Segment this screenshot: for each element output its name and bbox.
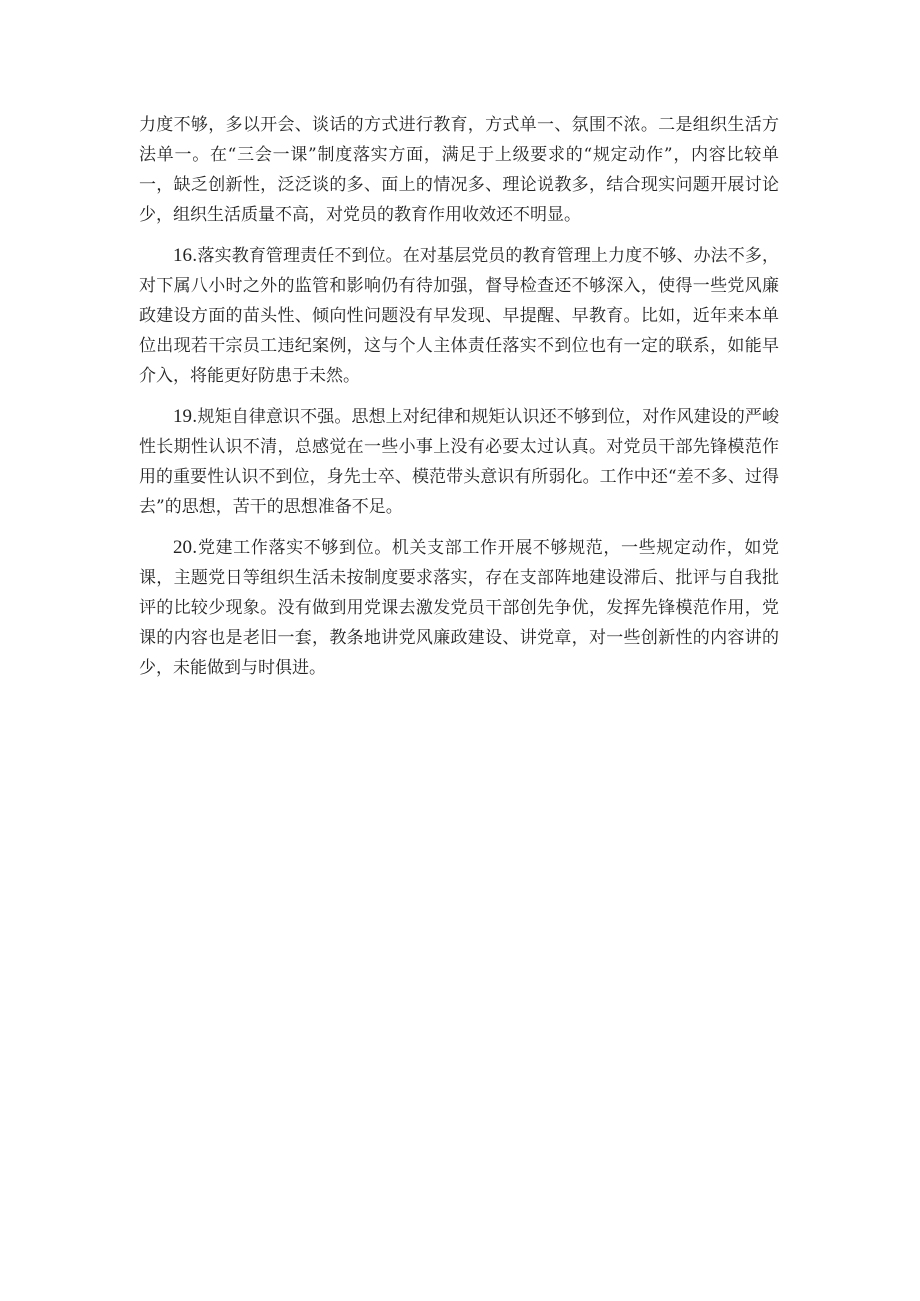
paragraph-number: 20 [173, 537, 192, 558]
paragraph-20 [139, 533, 779, 683]
paragraph-text: 力度不够，多以开会、谈话的方式进行教育，方式单一、氛围不浓。二是组织生活方法单一。在“三会一课”制度落实方面，满足于上级要求的“规定动作”，内容比较单一，缺乏创新性，泛泛谈的多、面上的情况多、理论说教多，结合现实问题开展讨论少，组织生活质量不高，对党员的教育作用收效还不明显。 [139, 115, 779, 225]
paragraph-number: 16 [173, 245, 192, 266]
paragraph-number: 19 [173, 406, 192, 427]
document-body [139, 110, 779, 683]
paragraph-text: .党建工作落实不够到位。机关支部工作开展不够规范，一些规定动作，如党课，主题党日等组织生活未按制度要求落实，存在支部阵地建设滞后、批评与自我批评的比较少现象。没有做到用党课去激发党员干部创先争优，发挥先锋模范作用，党课的内容也是老旧一套，教条地讲党风廉政建设、讲党章，对一些创新性的内容讲的少，未能做到与时俱进。 [139, 538, 779, 678]
paragraph-text: .规矩自律意识不强。思想上对纪律和规矩认识还不够到位，对作风建设的严峻性长期性认识不清，总感觉在一些小事上没有必要太过认真。对党员干部先锋模范作用的重要性认识不到位，身先士卒、模范带头意识有所弱化。工作中还“差不多、过得去”的思想，苦干的思想准备不足。 [139, 407, 779, 517]
paragraph-19 [139, 402, 779, 522]
paragraph-continued [139, 110, 779, 230]
paragraph-text: .落实教育管理责任不到位。在对基层党员的教育管理上力度不够、办法不多，对下属八小时之外的监管和影响仍有待加强，督导检查还不够深入，使得一些党风廉政建设方面的苗头性、倾向性问题没有早发现、早提醒、早教育。比如，近年来本单位出现若干宗员工违纪案例，这与个人主体责任落实不到位也有一定的联系，如能早介入，将能更好防患于未然。 [139, 246, 779, 386]
paragraph-16 [139, 241, 779, 391]
